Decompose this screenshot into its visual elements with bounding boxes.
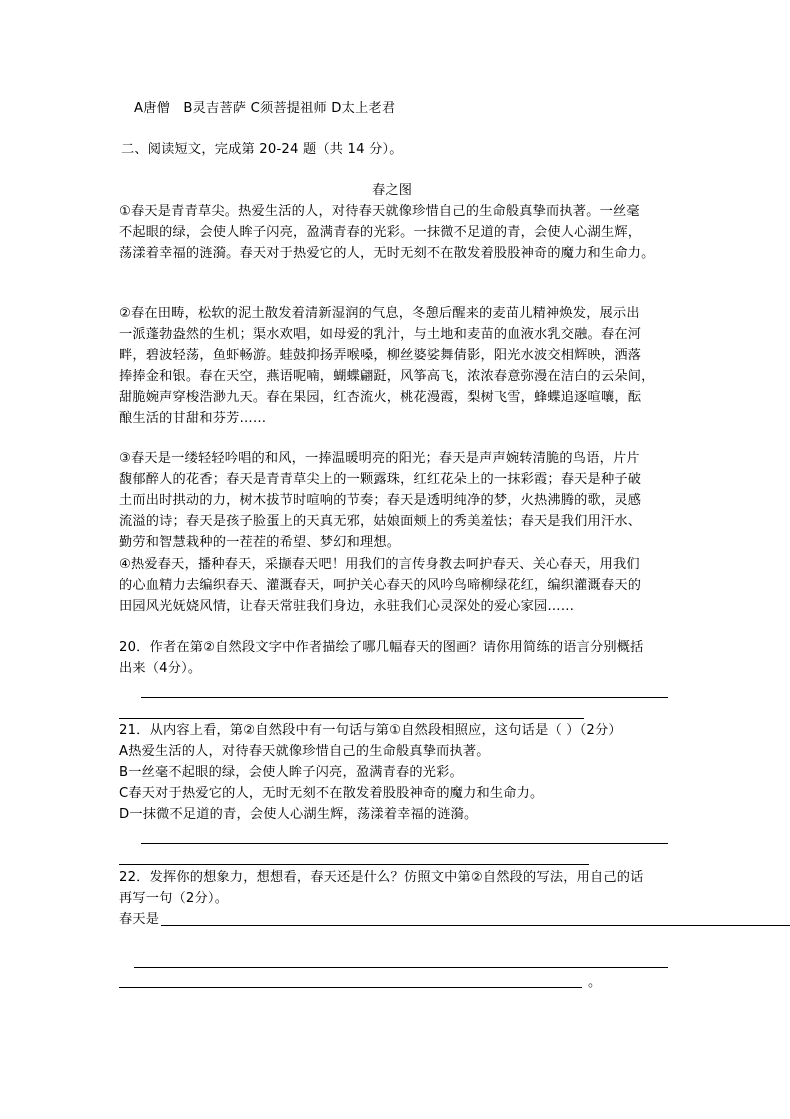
text-line: ②春在田畴，松软的泥土散发着清新湿润的气息，冬憩后醒来的麦苗儿精神焕发，展示出 — [119, 306, 640, 321]
text-line: 不起眼的绿，会使人眸子闪亮，盈满青春的光彩。一抹微不足道的青，会使人心湖生辉， — [119, 225, 642, 240]
answer-line[interactable] — [161, 925, 790, 926]
text-line: ③春天是一缕轻轻吟唱的和风，一捧温暖明亮的阳光；春天是声声婉转清脆的鸟语，片片 — [119, 451, 640, 466]
option-a: A热爱生活的人，对待春天就像珍惜自己的生命般真挚而执著。 — [119, 744, 490, 759]
question-stem-line: 22．发挥你的想象力，想想看，春天还是什么？仿照文中第②自然段的写法，用自己的话 — [119, 870, 644, 885]
answer-line[interactable] — [119, 864, 589, 865]
option-c: C春天对于热爱它的人，无时无刻不在散发着股股神奇的魔力和生命力。 — [119, 786, 544, 801]
text-line: 酿生活的甘甜和芬芳…… — [119, 411, 267, 426]
answer-line[interactable] — [134, 967, 668, 968]
text-line: 土而出时拱动的力，树木拔节时喧响的节奏；春天是透明纯净的梦，火热沸腾的歌，灵感 — [119, 493, 642, 508]
text-line: ④热爱春天，播种春天，采撷春天吧！用我们的言传身教去呵护春天、关心春天，用我们 — [119, 557, 640, 572]
end-mark: 。 — [588, 975, 602, 990]
text-line: 甜脆婉声穿梭浩渺九天。春在果园，红杏流火，桃花漫霞，梨树飞雪，蜂蝶追逐喧嚷，酝 — [119, 390, 642, 405]
passage-title: 春之图 — [372, 183, 413, 198]
text-line: 流溢的诗；春天是孩子脸蛋上的天真无邪，姑娘面颊上的秀美羞怯；春天是我们用汗水、 — [119, 514, 642, 529]
question-stem-line: 出来（4分）。 — [119, 661, 202, 676]
answer-line[interactable] — [119, 987, 582, 988]
text-line: 一派蓬勃盎然的生机；渠水欢唱，如母爱的乳汁，与土地和麦苗的血液水乳交融。春在河 — [119, 327, 642, 342]
answer-line[interactable] — [119, 718, 584, 719]
text-line: 田园风光妩娆风情，让春天常驻我们身边，永驻我们心灵深处的爱心家园…… — [119, 599, 575, 614]
question-stem-line: 再写一句（2分）。 — [119, 891, 229, 906]
answer-line[interactable] — [141, 843, 668, 844]
text-line: 捧捧金和银。春在天空，燕语呢喃，蝴蝶翩跹，风筝高飞，浓浓春意弥漫在洁白的云朵间， — [119, 369, 655, 384]
text-line: 荡漾着幸福的涟漪。春天对于热爱它的人，无时无刻不在散发着股股神奇的魔力和生命力。 — [119, 246, 655, 261]
text-line: 的心血精力去编织春天、灌溉春天，呵护关心春天的风吟鸟啼柳绿花红，编织灌溉春天的 — [119, 578, 642, 593]
answer-prefix: 春天是 — [119, 912, 160, 927]
option-b: B一丝毫不起眼的绿，会使人眸子闪亮，盈满青春的光彩。 — [119, 765, 463, 780]
prev-question-options: A唐僧 B灵吉菩萨 C须菩提祖师 D太上老君 — [134, 101, 396, 116]
question-stem: 21．从内容上看，第②自然段中有一句话与第①自然段相照应，这句话是（ ）（2分） — [119, 723, 622, 738]
option-d: D一抹微不足道的青，会使人心湖生辉，荡漾着幸福的涟漪。 — [119, 807, 478, 822]
question-stem-line: 20．作者在第②自然段文字中作者描绘了哪几幅春天的图画？请你用简练的语言分别概括 — [119, 640, 644, 655]
section-heading: 二、阅读短文，完成第 20-24 题（共 14 分）。 — [121, 142, 403, 157]
text-line: 畔，碧波轻荡，鱼虾畅游。蛙鼓抑扬弄喉嗓，柳丝婆娑舞倩影，阳光水波交相辉映，洒落 — [119, 348, 642, 363]
text-line: 馥郁醉人的花香；春天是青青草尖上的一颗露珠，红红花朵上的一抹彩霞；春天是种子破 — [119, 472, 642, 487]
text-line: 勤劳和智慧栽种的一茬茬的希望、梦幻和理想。 — [119, 535, 401, 550]
text-line: ①春天是青青草尖。热爱生活的人，对待春天就像珍惜自己的生命般真挚而执著。一丝毫 — [119, 204, 640, 219]
answer-line[interactable] — [141, 697, 668, 698]
